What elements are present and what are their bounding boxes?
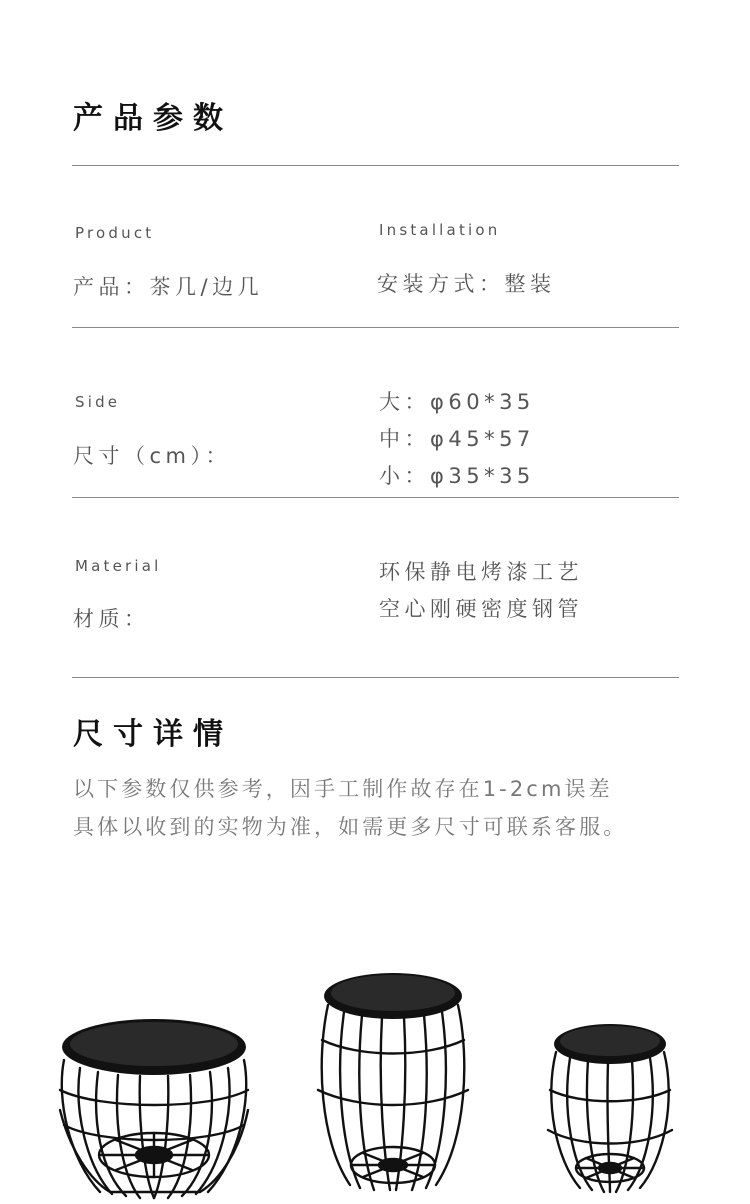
size-medium: 中：φ45*57 xyxy=(379,427,535,451)
note-line-2: 具体以收到的实物为准，如需更多尺寸可联系客服。 xyxy=(73,815,628,839)
detail-heading: 尺寸详情 xyxy=(73,717,233,752)
installation-en-label: Installation xyxy=(379,221,501,239)
divider xyxy=(72,165,679,166)
size-large: 大：φ60*35 xyxy=(379,390,535,414)
material-label: 材质： xyxy=(73,607,150,631)
installation-value: 安装方式：整装 xyxy=(377,272,556,296)
product-value: 产品：茶几/边几 xyxy=(73,275,264,299)
size-en-label: Side xyxy=(75,393,121,411)
material-line-2: 空心刚硬密度钢管 xyxy=(379,597,583,621)
product-en-label: Product xyxy=(75,224,155,242)
material-en-label: Material xyxy=(75,557,162,575)
material-line-1: 环保静电烤漆工艺 xyxy=(379,560,583,584)
params-heading: 产品参数 xyxy=(73,101,233,136)
divider xyxy=(72,497,679,498)
tabletops xyxy=(62,973,666,1075)
divider xyxy=(72,327,679,328)
size-label: 尺寸（cm）： xyxy=(73,444,232,468)
tall-table xyxy=(318,1005,468,1190)
small-table xyxy=(548,1052,672,1192)
large-table xyxy=(60,1060,248,1198)
divider xyxy=(72,677,679,678)
wire-tables-illustration xyxy=(0,960,750,1200)
product-image xyxy=(0,960,750,1200)
size-small: 小：φ35*35 xyxy=(379,464,535,488)
note-line-1: 以下参数仅供参考，因手工制作故存在1-2cm误差 xyxy=(73,777,613,801)
